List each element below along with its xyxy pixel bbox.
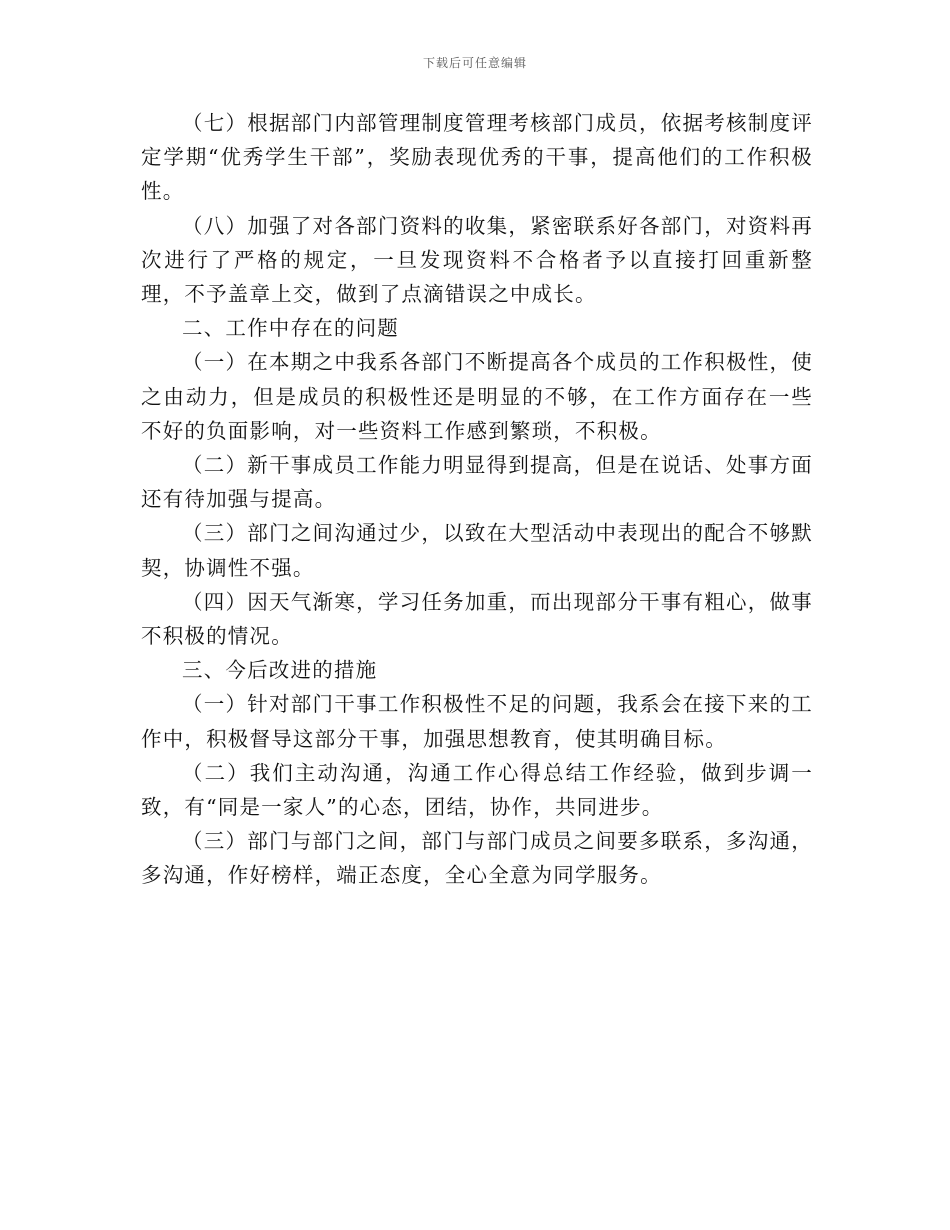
improvement-3: （三）部门与部门之间，部门与部门成员之间要多联系，多沟通，多沟通，作好榜样，端正态度，全心全意为同学服务。 bbox=[141, 829, 813, 888]
paragraph-7: （七）根据部门内部管理制度管理考核部门成员，依据考核制度评定学期“优秀学生干部”，奖励表现优秀的干事，提高他们的工作积极性。 bbox=[141, 111, 813, 204]
paragraph-8: （八）加强了对各部门资料的收集，紧密联系好各部门，对资料再次进行了严格的规定，一旦发现资料不合格者予以直接打回重新整理，不予盖章上交，做到了点滴错误之中成长。 bbox=[141, 213, 813, 307]
improvement-1: （一）针对部门干事工作积极性不足的问题，我系会在接下来的工作中，积极督导这部分干事，加强思想教育，使其明确目标。 bbox=[141, 692, 813, 751]
problem-4: （四）因天气渐寒，学习任务加重，而出现部分干事有粗心，做事不积极的情况。 bbox=[141, 589, 813, 649]
improvement-2: （二）我们主动沟通，沟通工作心得总结工作经验，做到步调一致，有“同是一家人”的心态，团结，协作，共同进步。 bbox=[141, 760, 813, 820]
document-body bbox=[141, 106, 813, 893]
page-header: 下载后可任意编辑 bbox=[422, 56, 527, 70]
problem-2: （二）新干事成员工作能力明显得到提高，但是在说话、处事方面还有待加强与提高。 bbox=[141, 453, 813, 512]
section-heading-improvements: 三、今后改进的措施 bbox=[182, 658, 378, 683]
section-heading-problems: 二、工作中存在的问题 bbox=[182, 316, 399, 341]
problem-1: （一）在本期之中我系各部门不断提高各个成员的工作积极性，使之由动力，但是成员的积极性还是明显的不够，在工作方面存在一些不好的负面影响，对一些资料工作感到繁琐，不积极。 bbox=[141, 350, 813, 443]
problem-3: （三）部门之间沟通过少，以致在大型活动中表现出的配合不够默契，协调性不强。 bbox=[141, 521, 813, 580]
